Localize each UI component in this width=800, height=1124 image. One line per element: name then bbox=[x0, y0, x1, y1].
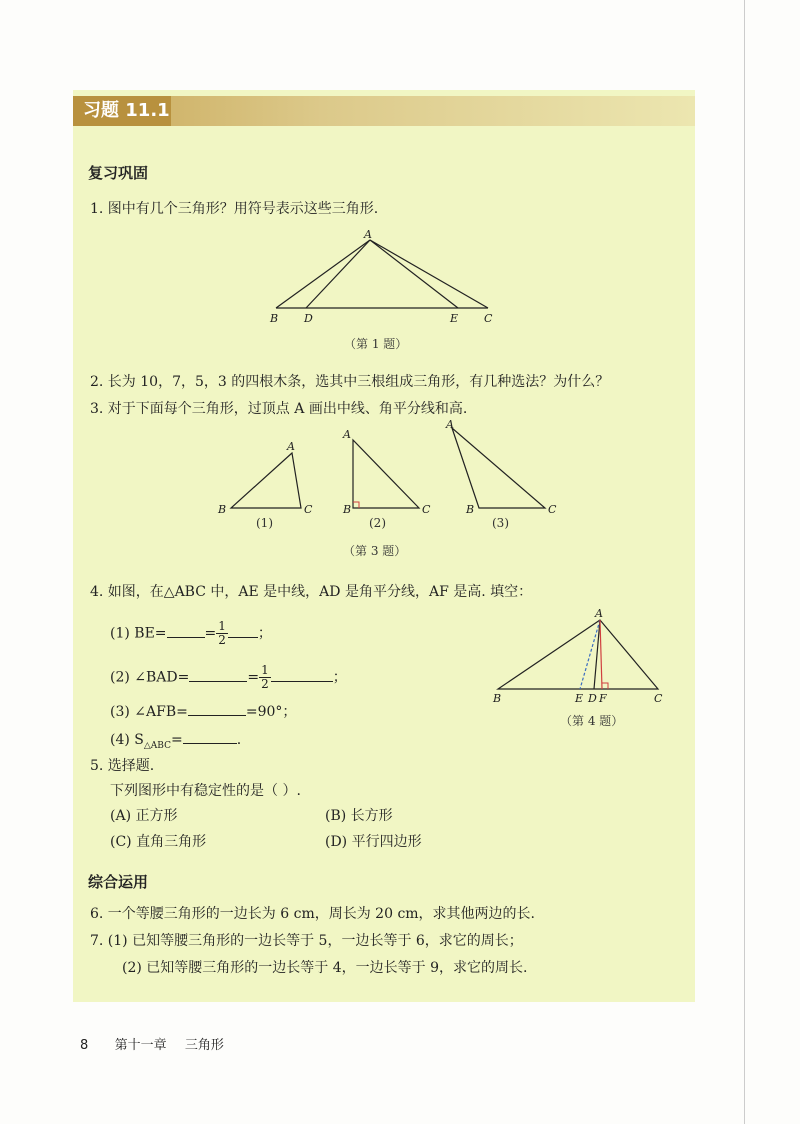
q4-label-b: B bbox=[493, 692, 502, 705]
q4-l4-end: . bbox=[236, 732, 242, 748]
q5-option-d[interactable]: (D) 平行四边形 bbox=[325, 834, 422, 850]
q4-l1-end: ； bbox=[257, 625, 272, 642]
frac-numerator: 1 bbox=[218, 619, 226, 633]
q3-1-label-c: C bbox=[304, 503, 313, 516]
q4-label-e: E bbox=[575, 692, 584, 705]
q5-option-c[interactable]: (C) 直角三角形 bbox=[110, 834, 207, 850]
q3-1-label-b: B bbox=[218, 503, 227, 516]
q4-l4-blank[interactable] bbox=[183, 729, 237, 744]
question-2: 2. 长为 10，7，5，3 的四根木条，选其中三根组成三角形，有几种选法？为什么？ bbox=[90, 374, 610, 390]
q3-1-label-a: A bbox=[287, 440, 295, 453]
caption-q1: （第 1 题） bbox=[344, 337, 408, 351]
q1-label-b: B bbox=[270, 312, 279, 325]
q4-line-1 bbox=[110, 620, 272, 647]
q4-line-2 bbox=[110, 664, 347, 691]
q4-l3-end: =90°； bbox=[245, 704, 297, 720]
q1-label-e: E bbox=[450, 312, 459, 325]
q1-label-a: A bbox=[364, 228, 372, 241]
q3-2-label-c: C bbox=[422, 503, 431, 516]
q1-label-c: C bbox=[484, 312, 493, 325]
section-review: 复习巩固 bbox=[88, 164, 149, 182]
q4-line-3 bbox=[110, 701, 296, 721]
question-5: 5. 选择题. bbox=[90, 758, 155, 774]
frac-numerator: 1 bbox=[261, 663, 269, 677]
q5-option-a[interactable]: (A) 正方形 bbox=[110, 808, 178, 824]
page-footer bbox=[80, 1034, 224, 1053]
caption-q3-2: (2) bbox=[369, 516, 386, 530]
q3-2-label-b: B bbox=[343, 503, 352, 516]
chapter-label: 第十一章 bbox=[114, 1038, 167, 1053]
q4-l3-prefix: (3) ∠AFB= bbox=[110, 704, 188, 720]
chapter-title: 三角形 bbox=[184, 1038, 224, 1053]
q4-l1-prefix: (1) BE= bbox=[110, 625, 167, 642]
q1-label-d: D bbox=[304, 312, 313, 325]
figure-q4 bbox=[490, 606, 670, 706]
q4-l1-eq: = bbox=[204, 625, 217, 642]
q4-l2-prefix: (2) ∠BAD= bbox=[110, 669, 190, 686]
q4-l2-fraction bbox=[259, 664, 271, 691]
q5-option-b[interactable]: (B) 长方形 bbox=[325, 808, 393, 824]
caption-q4: （第 4 题） bbox=[560, 714, 624, 728]
question-4: 4. 如图，在△ABC 中，AE 是中线，AD 是角平分线，AF 是高. 填空： bbox=[90, 584, 533, 600]
q4-line-4 bbox=[110, 729, 241, 751]
question-7-part-2: (2) 已知等腰三角形的一边长等于 4，一边长等于 9，求它的周长. bbox=[122, 960, 528, 976]
page-number: 8 bbox=[80, 1038, 89, 1053]
q4-label-a: A bbox=[595, 607, 603, 620]
q4-label-c: C bbox=[654, 692, 663, 705]
q4-l1-fraction bbox=[216, 620, 228, 647]
q4-l3-blank[interactable] bbox=[188, 701, 246, 716]
figure-q1 bbox=[270, 228, 500, 328]
q4-l4-eq: = bbox=[170, 732, 183, 748]
question-6: 6. 一个等腰三角形的一边长为 6 cm，周长为 20 cm，求其他两边的长. bbox=[90, 906, 536, 922]
q4-l2-eq: = bbox=[247, 669, 260, 686]
figure-q3 bbox=[215, 420, 555, 515]
q4-l4-prefix: (4) S bbox=[110, 732, 144, 748]
q4-l2-end: ； bbox=[332, 669, 347, 686]
q3-3-label-b: B bbox=[466, 503, 475, 516]
q5-stem: 下列图形中有稳定性的是（ ）. bbox=[110, 783, 301, 799]
q3-3-label-a: A bbox=[446, 418, 454, 431]
q3-2-label-a: A bbox=[343, 428, 351, 441]
q4-label-d: D bbox=[588, 692, 597, 705]
caption-q3-3: (3) bbox=[492, 516, 509, 530]
frac-denominator: 2 bbox=[261, 677, 269, 691]
q4-l1-blank-1[interactable] bbox=[167, 623, 205, 638]
q4-l2-blank-2[interactable] bbox=[271, 667, 333, 682]
caption-q3-1: (1) bbox=[256, 516, 273, 530]
question-7-part-1: 7. (1) 已知等腰三角形的一边长等于 5，一边长等于 6，求它的周长； bbox=[90, 933, 523, 949]
section-apply: 综合运用 bbox=[88, 873, 149, 891]
exercise-title: 习题 11.1 bbox=[73, 96, 171, 126]
frac-denominator: 2 bbox=[218, 633, 226, 647]
caption-q3: （第 3 题） bbox=[343, 544, 407, 558]
q4-l1-blank-2[interactable] bbox=[228, 623, 258, 638]
q3-3-label-c: C bbox=[548, 503, 557, 516]
q4-l4-subscript: △ABC bbox=[143, 740, 171, 751]
q4-l2-blank-1[interactable] bbox=[189, 667, 247, 682]
page-edge-line bbox=[744, 0, 745, 1124]
q4-label-f: F bbox=[599, 692, 607, 705]
question-1: 1. 图中有几个三角形？用符号表示这些三角形. bbox=[90, 201, 379, 217]
question-3: 3. 对于下面每个三角形，过顶点 A 画出中线、角平分线和高. bbox=[90, 401, 468, 417]
